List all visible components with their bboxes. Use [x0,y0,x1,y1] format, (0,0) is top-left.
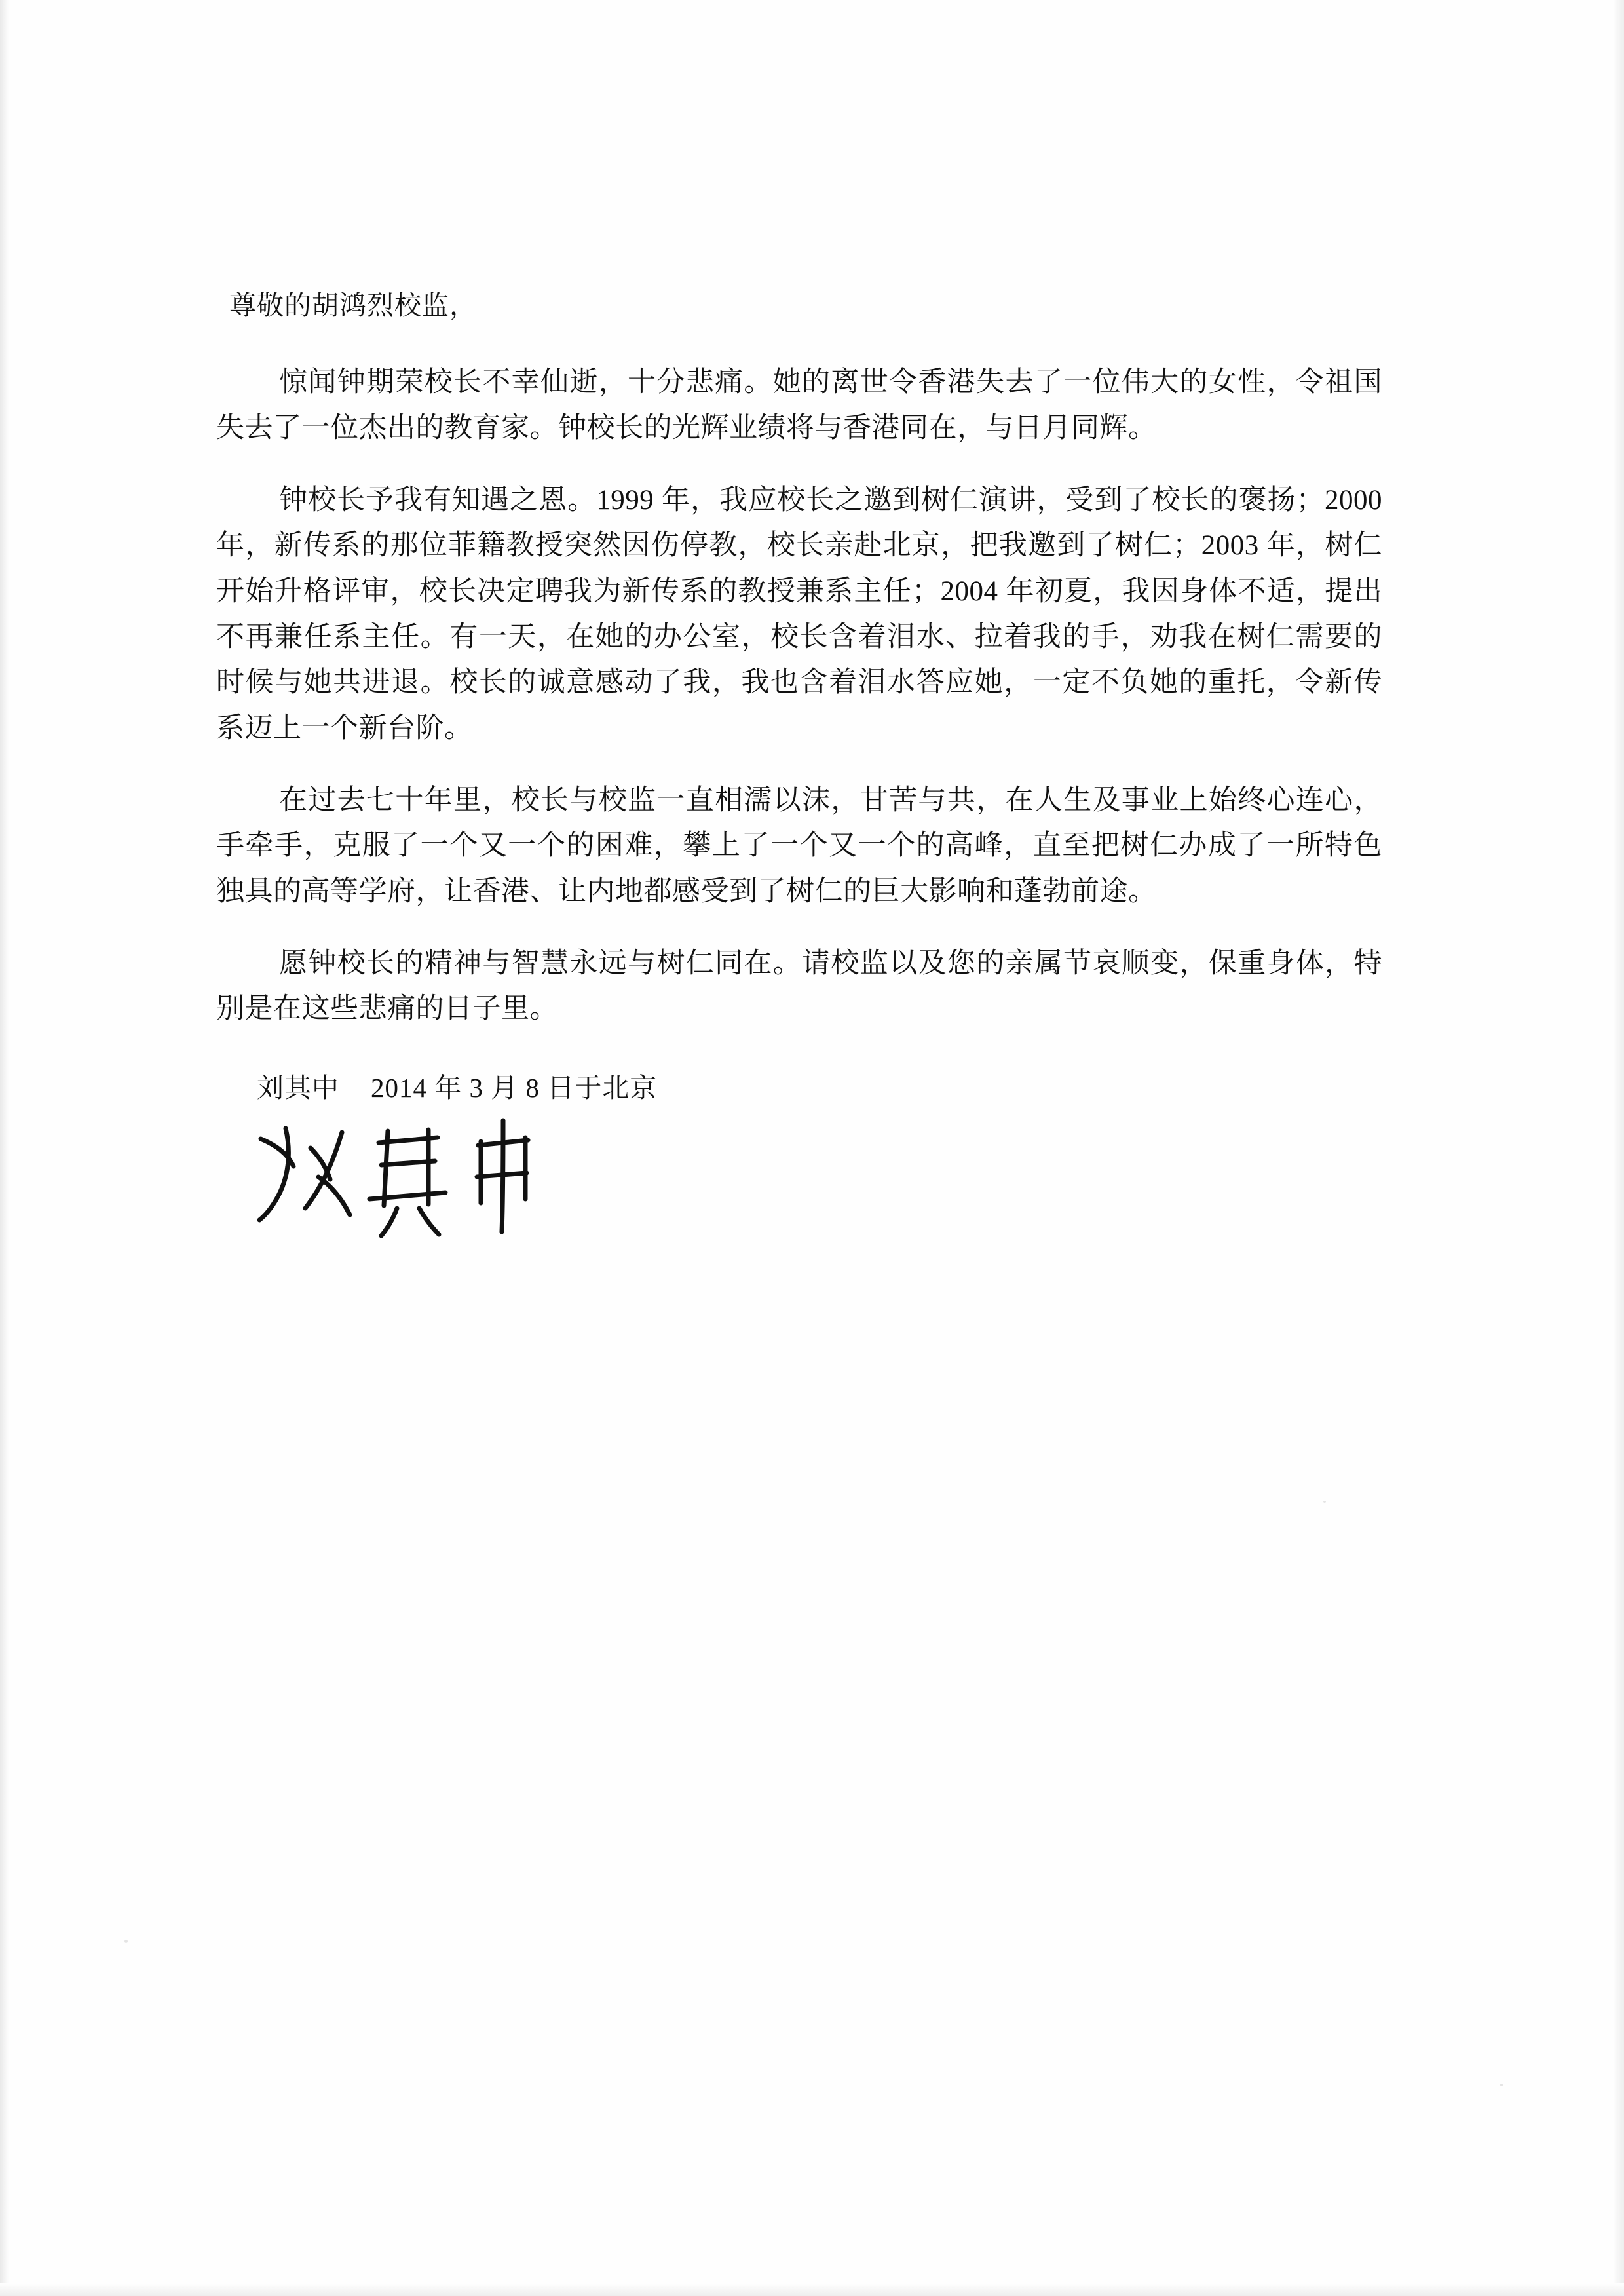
letter-paragraph-2: 钟校长予我有知遇之恩。1999 年，我应校长之邀到树仁演讲，受到了校长的褒扬；2000 年，新传系的那位菲籍教授突然因伤停教，校长亲赴北京，把我邀到了树仁；2003 年，树仁开始升格评审，校长决定聘我为新传系的教授兼系主任；2004 年初夏，我因身体不适，提出不再兼任系主任。有一天，在她的办公室，校长含着泪水、拉着我的手，劝我在树仁需要的时候与她共进退。校长的诚意感动了我，我也含着泪水答应她，一定不负她的重托，令新传系迈上一个新台阶。 [216,484,1382,744]
letter-paragraph-1: 惊闻钟期荣校长不幸仙逝，十分悲痛。她的离世令香港失去了一位伟大的女性，令祖国失去了一位杰出的教育家。钟校长的光辉业绩将与香港同在，与日月同辉。 [216,367,1382,444]
signer-name: 刘其中 [257,1072,339,1103]
scan-speckle [1323,1501,1326,1503]
letter-paragraph-4: 愿钟校长的精神与智慧永远与树仁同在。请校监以及您的亲属节哀顺变，保重身体，特别是在这些悲痛的日子里。 [216,947,1382,1025]
signature-line [257,1066,1382,1105]
letter-paragraph-3: 在过去七十年里，校长与校监一直相濡以沫，甘苦与共，在人生及事业上始终心连心，手牵手，克服了一个又一个的困难，攀上了一个又一个的高峰，直至把树仁办成了一所特色独具的高等学府，让香港、让内地都感受到了树仁的巨大影响和蓬勃前途。 [216,784,1382,907]
scan-edge-right [1612,0,1624,2296]
scan-edge-left [0,0,9,2296]
letter-salutation: 尊敬的胡鸿烈校监， [229,290,477,320]
scan-edge-bottom [0,2283,1624,2296]
handwritten-signature-icon [250,1117,591,1241]
letter-body [216,288,1382,1241]
scan-speckle [124,1940,128,1943]
scan-speckle [1500,2084,1503,2086]
signature-date-place: 2014 年 3 月 8 日于北京 [371,1072,658,1103]
